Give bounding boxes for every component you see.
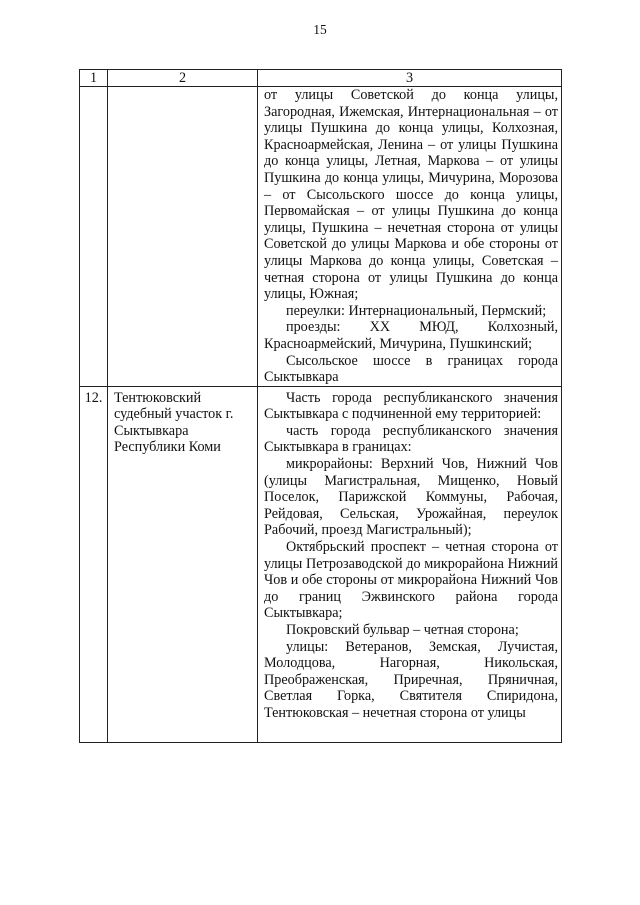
district-table xyxy=(79,69,562,743)
territory-description xyxy=(258,386,562,742)
territory-paragraph: Часть города республиканского значения Сыктывкара с подчиненной ему территорией: xyxy=(264,389,558,423)
territory-paragraph: проезды: ХХ МЮД, Колхозный, Красноармейский, Мичурина, Пушкинский; xyxy=(264,319,558,352)
table-row xyxy=(80,87,562,387)
territory-paragraph: переулки: Интернациональный, Пермский; xyxy=(286,302,547,319)
territory-paragraph: от улицы Советской до конца улицы, Загородная, Ижемская, Интернациональная – от улицы Пушкина до конца улицы, Колхозная, Красноармейская, Ленина – от улицы Пушкина до конца улицы, Летная, Маркова – от улицы Пушкина до конца улицы, Мичурина, Морозова – от Сысольского шоссе до конца улицы, Первомайская – от улицы Пушкина до конца улицы, Пушкина – нечетная сторона от улицы Советской до улицы Маркова и обе стороны от улицы Маркова до конца улицы, Советская – четная сторона от улицы Пушкина до конца улицы, Южная; xyxy=(264,87,558,303)
territory-paragraph: Покровский бульвар – четная сторона; xyxy=(286,622,519,638)
table-header-row xyxy=(80,70,562,87)
territory-paragraph: Октябрьский проспект – четная сторона от улицы Петрозаводской до микрорайона Нижний Чов и обе стороны от микрорайона Нижний Чов до границ Эжвинского района города Сыктывкара; xyxy=(264,539,558,622)
page-number: 15 xyxy=(313,22,327,37)
territory-description xyxy=(258,87,562,387)
header-col1: 1 xyxy=(80,70,108,87)
header-col3: 3 xyxy=(258,70,562,87)
court-district-name xyxy=(108,87,258,387)
territory-paragraph: часть города республиканского значения Сыктывкара в границах: xyxy=(264,422,558,456)
territory-paragraph: микрорайоны: Верхний Чов, Нижний Чов (улицы Магистральная, Мищенко, Новый Поселок, Парижской Коммуны, Рабочая, Рейдовая, Сельская, Урожайная, переулок Рабочий, проезд Магистральный); xyxy=(264,456,558,539)
territory-paragraph: Сысольское шоссе в границах города Сыктывкара xyxy=(264,352,558,386)
row-number: 12. xyxy=(80,386,108,742)
header-col2: 2 xyxy=(108,70,258,87)
table-row xyxy=(80,386,562,742)
row-number xyxy=(80,87,108,387)
court-district-name: Тентюковский судебный участок г. Сыктывкара Республики Коми xyxy=(108,386,258,742)
territory-paragraph: улицы: Ветеранов, Земская, Лучистая, Молодцова, Нагорная, Никольская, Преображенская, Приречная, Пряничная, Светлая Горка, Святителя Спиридона, Тентюковская – нечетная сторона от улицы xyxy=(264,638,558,721)
